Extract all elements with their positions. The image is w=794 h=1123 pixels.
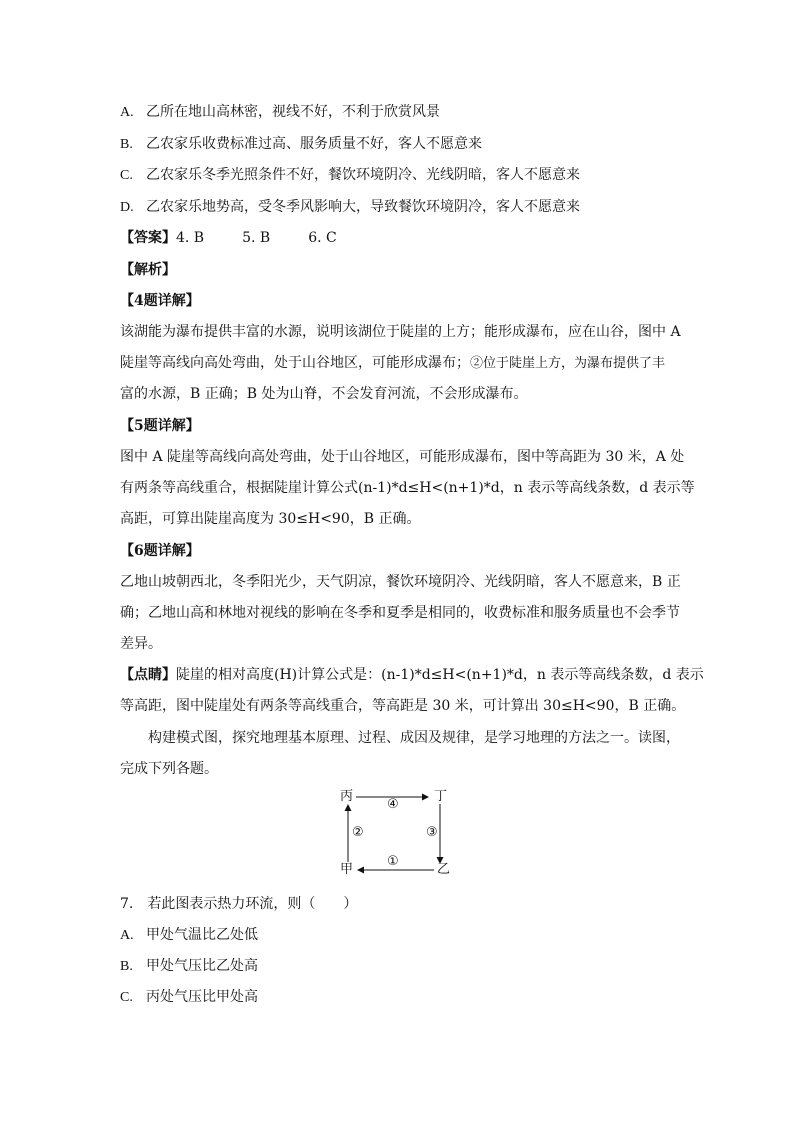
option-d xyxy=(120,198,580,217)
label-ding: 丁 xyxy=(434,789,448,804)
q5-heading: 【5题详解】 xyxy=(120,418,200,434)
q4-line2a: 陡崖等高线向高处弯曲，处于山谷地区，可能形成瀑布； xyxy=(120,355,470,371)
label-bing: 丙 xyxy=(340,789,354,804)
q4-line3: 富的水源，B 正确；B 处为山脊，不会发育河流，不会形成瀑布。 xyxy=(120,386,528,402)
option-text: 甲处气压比乙处高 xyxy=(146,958,258,974)
analysis-label: 【解析】 xyxy=(120,262,176,278)
option-key: C. xyxy=(120,168,133,183)
option-key: B. xyxy=(120,137,133,152)
option-text: 乙所在地山高林密，视线不好，不利于欣赏风景 xyxy=(146,104,440,120)
q7-option-c xyxy=(120,988,258,1007)
option-key: A. xyxy=(120,105,134,120)
option-text: 丙处气压比甲处高 xyxy=(146,989,258,1005)
option-c xyxy=(120,166,580,185)
answer-4: 4. B xyxy=(176,230,205,246)
intro-line2: 完成下列各题。 xyxy=(120,761,218,777)
q7-stem: 7. 若此图表示热力环流，则（ ） xyxy=(120,896,358,912)
option-a xyxy=(120,103,440,122)
number-1: ① xyxy=(387,854,399,869)
q6-line2: 确；乙地山高和林地对视线的影响在冬季和夏季是相同的，收费标准和服务质量也不会季节 xyxy=(120,605,680,621)
option-key: D. xyxy=(120,200,134,215)
q5-line3: 高距，可算出陡崖高度为 30≤H<90，B 正确。 xyxy=(120,511,421,527)
option-b xyxy=(120,135,482,154)
tip-line2: 等高距，图中陡崖处有两条等高线重合，等高距是 30 米，可计算出 30≤H<90，B 正确。 xyxy=(120,698,686,714)
answer-line xyxy=(120,229,337,247)
tip-label: 【点睛】 xyxy=(120,667,176,683)
number-2: ② xyxy=(352,825,364,840)
q4-line2 xyxy=(120,354,665,373)
tip-line1 xyxy=(120,666,704,684)
answer-6: 6. C xyxy=(308,230,337,246)
q7-option-a xyxy=(120,926,258,945)
option-key: B. xyxy=(120,959,133,974)
q4-heading: 【4题详解】 xyxy=(120,293,200,309)
q6-line3: 差异。 xyxy=(120,636,162,652)
answer-label: 【答案】 xyxy=(120,230,176,246)
q5-line2: 有两条等高线重合，根据陡崖计算公式(n-1)*d≤H<(n+1)*d，n 表示等高线条数，d 表示等 xyxy=(120,480,695,496)
number-3: ③ xyxy=(426,825,438,840)
option-key: A. xyxy=(120,928,134,943)
intro-line1: 构建模式图，探究地理基本原理、过程、成因及规律，是学习地理的方法之一。读图， xyxy=(148,730,680,746)
label-yi: 乙 xyxy=(437,862,451,877)
tip-text1: 陡崖的相对高度(H)计算公式是：(n-1)*d≤H<(n+1)*d，n 表示等高线条数，d 表示 xyxy=(176,667,704,683)
q4-line1: 该湖能为瀑布提供丰富的水源，说明该湖位于陡崖的上方；能形成瀑布，应在山谷，图中 A xyxy=(120,324,681,340)
q5-line1: 图中 A 陡崖等高线向高处弯曲，处于山谷地区，可能形成瀑布，图中等高距为 30 米，A 处 xyxy=(120,449,685,465)
q6-line1: 乙地山坡朝西北，冬季阳光少，天气阴凉，餐饮环境阴冷、光线阴暗，客人不愿意来，B 正 xyxy=(120,574,681,590)
option-text: 乙农家乐冬季光照条件不好，餐饮环境阴冷、光线阴暗，客人不愿意来 xyxy=(146,167,580,183)
circulation-diagram xyxy=(336,786,466,880)
q7-option-b xyxy=(120,957,258,976)
q6-heading: 【6题详解】 xyxy=(120,543,200,559)
option-text: 甲处气温比乙处低 xyxy=(146,927,258,943)
label-jia: 甲 xyxy=(340,862,354,877)
number-4: ④ xyxy=(387,797,399,812)
q4-line2b: ②位于陡崖上方，为瀑布提供了丰 xyxy=(470,356,666,371)
answer-5: 5. B xyxy=(242,230,271,246)
option-text: 乙农家乐地势高，受冬季风影响大，导致餐饮环境阴冷，客人不愿意来 xyxy=(146,199,580,215)
option-key: C. xyxy=(120,990,133,1005)
option-text: 乙农家乐收费标准过高、服务质量不好，客人不愿意来 xyxy=(146,136,482,152)
